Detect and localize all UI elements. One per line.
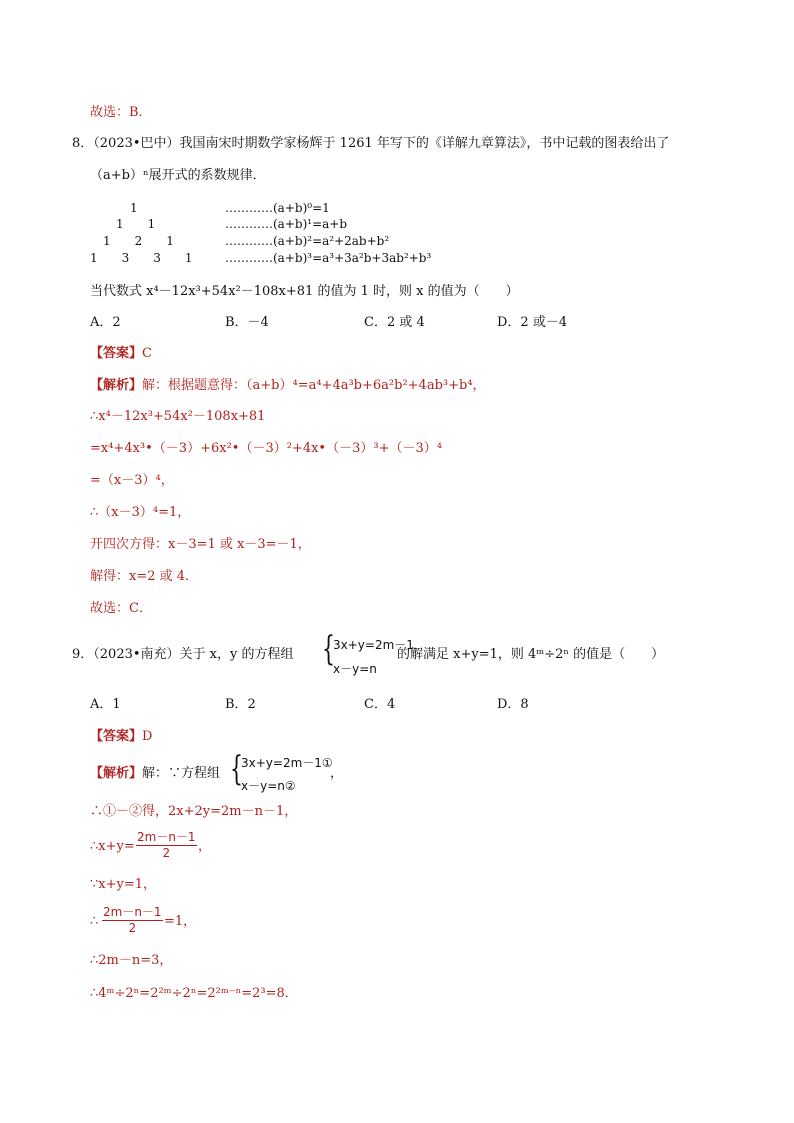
q8-analysis-line8: 故选：C． bbox=[90, 601, 152, 616]
q8-stem-line1 bbox=[72, 135, 669, 153]
fraction bbox=[102, 905, 163, 936]
fraction bbox=[136, 830, 197, 861]
expansion-1: …………(a+b)¹=a+b bbox=[225, 217, 348, 231]
q9-text-pre: 关于 x，y 的方程组 bbox=[179, 647, 294, 662]
q9-number: 9． bbox=[72, 647, 94, 662]
fraction-numerator: 2m－n－1 bbox=[103, 905, 162, 919]
q9-option-b: B．2 bbox=[225, 697, 256, 712]
expansion-2: …………(a+b)²=a²+2ab+b² bbox=[225, 234, 390, 248]
fraction-denominator: 2 bbox=[162, 846, 171, 860]
q9-analysis-line3-post: ， bbox=[198, 839, 212, 854]
triangle-row-2: 1 2 1 bbox=[103, 234, 174, 248]
q9-analysis-line1 bbox=[90, 765, 220, 783]
fraction-denominator: 2 bbox=[128, 921, 137, 935]
answer-label: 【答案】 bbox=[90, 346, 143, 361]
answer-value: C bbox=[142, 346, 152, 361]
q8-analysis-line5: ∴（x－3）⁴=1， bbox=[90, 505, 191, 520]
q8-stem-line2: （a+b）ⁿ展开式的系数规律． bbox=[90, 168, 266, 183]
q9-analysis-line6: ∴2m－n=3， bbox=[90, 953, 173, 968]
q9-analysis-line3-pre: ∴x+y= bbox=[90, 839, 135, 854]
q8-answer bbox=[90, 345, 152, 363]
q8-analysis-line6: 开四次方得：x－3=1 或 x－3=－1， bbox=[90, 537, 311, 552]
analysis-system-eq2: x－y=n② bbox=[241, 779, 296, 793]
q8-number: 8． bbox=[72, 136, 94, 151]
fraction-numerator: 2m－n－1 bbox=[137, 830, 196, 844]
prev-answer: 故选：B． bbox=[90, 105, 152, 120]
analysis-system-eq1: 3x+y=2m－1① bbox=[241, 756, 333, 770]
q8-option-b: B．－4 bbox=[225, 315, 269, 330]
q9-system-eq2: x－y=n bbox=[333, 662, 377, 676]
triangle-row-0: 1 bbox=[130, 201, 138, 215]
expansion-3: …………(a+b)³=a³+3a²b+3ab²+b³ bbox=[225, 251, 432, 265]
q8-analysis-line1 bbox=[90, 377, 486, 395]
q8-option-a: A．2 bbox=[90, 315, 121, 330]
expansion-0: …………(a+b)⁰=1 bbox=[225, 201, 330, 215]
q9-option-c: C．4 bbox=[364, 697, 396, 712]
q9-option-d: D．8 bbox=[497, 697, 529, 712]
q9-analysis-line7: ∴4ᵐ÷2ⁿ=2²ᵐ÷2ⁿ=2²ᵐ⁻ⁿ=2³=8． bbox=[90, 986, 298, 1001]
answer-label: 【答案】 bbox=[90, 729, 143, 744]
q8-analysis-line2: ∴x⁴－12x³+54x²－108x+81 bbox=[90, 409, 266, 424]
analysis-system-comma: ， bbox=[330, 766, 344, 781]
analysis-text: 解：根据题意得：（a+b）⁴=a⁴+4a³b+6a²b²+4ab³+b⁴， bbox=[142, 378, 486, 393]
q9-option-a: A．1 bbox=[90, 697, 121, 712]
analysis-text: 解：∵方程组 bbox=[142, 766, 221, 781]
q8-analysis-line3: =x⁴+4x³•（－3）+6x²•（－3）²+4x•（－3）³+（－3）⁴ bbox=[90, 441, 442, 456]
triangle-row-1: 1 1 bbox=[116, 217, 156, 231]
q9-stem-pre bbox=[72, 646, 294, 664]
q8-option-d: D．2 或－4 bbox=[497, 315, 568, 330]
analysis-label: 【解析】 bbox=[90, 378, 143, 393]
q8-option-c: C．2 或 4 bbox=[364, 315, 425, 330]
q9-analysis-line5-pre: ∴ bbox=[90, 914, 99, 929]
q9-analysis-line5-post: =1， bbox=[164, 914, 197, 929]
q8-analysis-line7: 解得：x=2 或 4． bbox=[90, 569, 199, 584]
q8-analysis-line4: =（x－3）⁴， bbox=[90, 473, 174, 488]
q9-source: （2023•南充） bbox=[93, 647, 180, 662]
analysis-system-brace: { bbox=[230, 749, 243, 789]
analysis-label: 【解析】 bbox=[90, 766, 143, 781]
q8-question: 当代数式 x⁴－12x³+54x²－108x+81 的值为 1 时，则 x 的值为（ ） bbox=[90, 284, 519, 299]
q9-answer bbox=[90, 728, 152, 746]
q9-stem-post: 的解满足 x+y=1，则 4ᵐ÷2ⁿ 的值是（ ） bbox=[397, 647, 665, 662]
q8-source: （2023•巴中） bbox=[93, 136, 180, 151]
q9-system-brace: { bbox=[322, 629, 335, 669]
q9-analysis-line2: ∴①－②得，2x+2y=2m－n－1， bbox=[90, 804, 298, 819]
q9-system-eq1: 3x+y=2m－1， bbox=[333, 638, 426, 652]
answer-value: D bbox=[142, 729, 153, 744]
triangle-row-3: 1 3 3 1 bbox=[90, 251, 193, 265]
q9-analysis-line4: ∵x+y=1， bbox=[90, 877, 157, 892]
q8-text1: 我国南宋时期数学家杨辉于 1261 年写下的《详解九章算法》，书中记载的图表给出了 bbox=[179, 136, 670, 151]
